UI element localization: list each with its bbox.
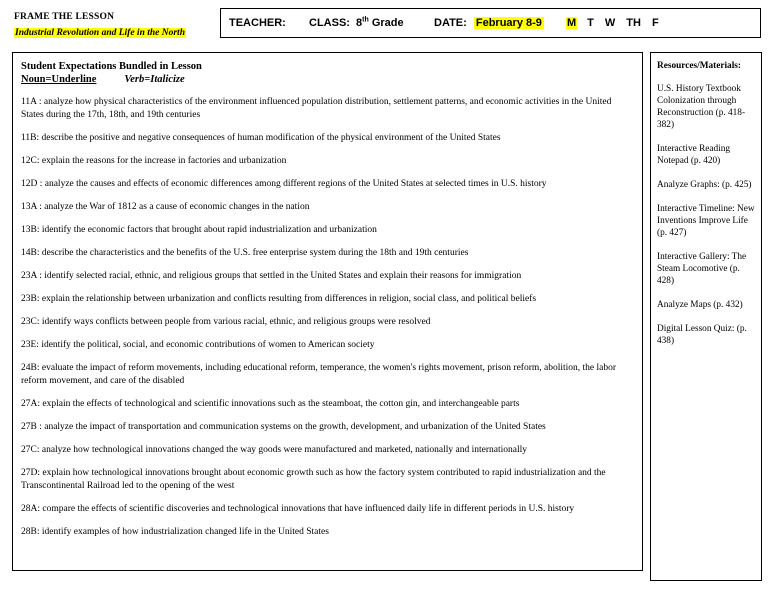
expectation-item-28b: 28B: identify examples of how industrialization changed life in the United States	[21, 527, 329, 537]
resource-item-reading-notepad: Interactive Reading Notepad (p. 420)	[657, 144, 731, 166]
resources-title: Resources/Materials:	[657, 61, 741, 71]
resource-item-analyze-graphs: Analyze Graphs: (p. 425)	[657, 180, 752, 190]
day-friday: F	[651, 17, 659, 29]
expectation-item-28a: 28A: compare the effects of scientific discoveries and technological innovations that have influenced daily life in different periods in U.S. history	[21, 504, 575, 514]
date-field	[434, 17, 544, 29]
expectation-item-24b: 24B: evaluate the impact of reform movements, including educational reform, temperance, the women's rights movement, prison reform, abolition, the labor reform movement, and care of the disabled	[21, 363, 617, 386]
expectation-item-12c: 12C: explain the reasons for the increase in factories and urbanization	[21, 156, 287, 166]
expectation-item-11a: 11A : analyze how physical characteristics of the environment influenced population distribution, settlement patterns, and economic activities in the United States during the 17th, 18th, and 19th centuries	[21, 97, 612, 120]
class-label: CLASS:	[309, 17, 350, 29]
expectation-item-23a: 23A : identify selected racial, ethnic, and religious groups that settled in the United States and explain their reasons for immigration	[21, 271, 522, 281]
expectation-item-27d: 27D: explain how technological innovations brought about economic growth such as how the factory system contributed to rapid industrialization and the Transcontinental Railroad led to the opening of the west	[21, 468, 606, 491]
day-monday: M	[567, 17, 577, 29]
expectation-item-23b: 23B: explain the relationship between urbanization and conflicts resulting from differences in religion, social class, and political beliefs	[21, 294, 537, 304]
noun-verb-key	[21, 73, 634, 86]
student-expectations-box	[12, 52, 643, 571]
day-tuesday: T	[587, 17, 594, 29]
expectation-item-13b: 13B: identify the economic factors that brought about rapid industrialization and urbanization	[21, 225, 377, 235]
class-value: 8th Grade	[356, 16, 404, 29]
resource-item-analyze-maps: Analyze Maps (p. 432)	[657, 300, 743, 310]
resources-box	[650, 52, 762, 581]
expectation-item-23c: 23C: identify ways conflicts between people from various racial, ethnic, and religious groups were resolved	[21, 317, 431, 327]
resource-item-textbook: U.S. History Textbook Colonization through Reconstruction (p. 418-382)	[657, 84, 746, 130]
expectation-item-27a: 27A: explain the effects of technological and scientific innovations such as the steamboat, the cotton gin, and interchangeable parts	[21, 399, 520, 409]
expectation-item-27b: 27B : analyze the impact of transportation and communication systems on the growth, development, and urbanization of the United States	[21, 422, 546, 432]
class-field	[309, 17, 404, 29]
day-wednesday: W	[604, 17, 616, 29]
expectation-item-12d: 12D : analyze the causes and effects of economic differences among different regions of the United States at selected times in U.S. history	[21, 179, 547, 189]
date-value: February 8-9	[475, 17, 542, 29]
frame-the-lesson-block	[14, 12, 219, 40]
noun-key-label: Noun=Underline	[21, 74, 97, 85]
resource-item-interactive-timeline: Interactive Timeline: New Inventions Improve Life (p. 427)	[657, 204, 755, 238]
expectation-item-13a: 13A : analyze the War of 1812 as a cause of economic changes in the nation	[21, 202, 310, 212]
teacher-label: TEACHER:	[229, 17, 286, 29]
date-label: DATE:	[434, 17, 467, 29]
expectation-item-27c: 27C: analyze how technological innovations changed the way goods were manufactured and marketed, nationally and internationally	[21, 445, 527, 455]
expectation-item-14b: 14B: describe the characteristics and the benefits of the U.S. free enterprise system during the 18th and 19th centuries	[21, 248, 469, 258]
header-info-bar	[220, 8, 761, 38]
frame-label: FRAME THE LESSON	[14, 12, 115, 22]
resource-item-digital-quiz: Digital Lesson Quiz: (p. 438)	[657, 324, 747, 346]
expectations-title: Student Expectations Bundled in Lesson	[21, 61, 202, 72]
verb-key-label: Verb=Italicize	[124, 74, 185, 85]
day-selector	[566, 17, 660, 29]
expectation-item-11b: 11B: describe the positive and negative consequences of human modification of the physical environment of the United States	[21, 133, 501, 143]
resource-item-interactive-gallery: Interactive Gallery: The Steam Locomotive (p. 428)	[657, 252, 747, 286]
day-thursday: TH	[626, 17, 641, 29]
lesson-title: Industrial Revolution and Life in the North	[15, 28, 185, 38]
expectation-item-23e: 23E: identify the political, social, and economic contributions of women to American society	[21, 340, 375, 350]
